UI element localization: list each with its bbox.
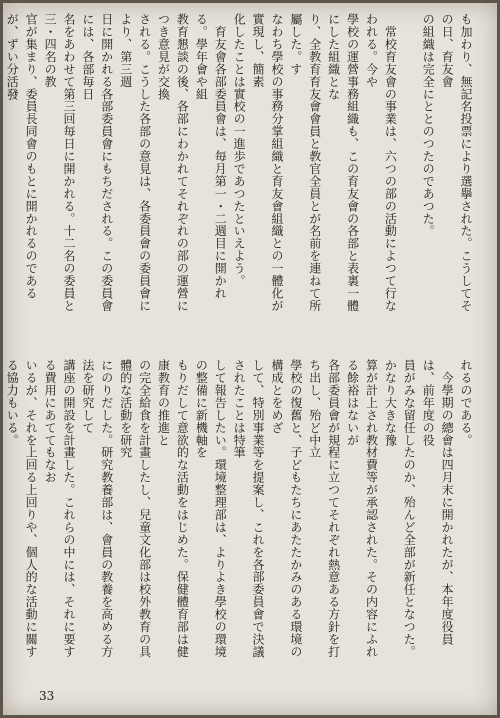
article-text-bottom: れるのである。 今學期の總會は四月末に開かれたが、本年度役員は、前年度の役 員がみな留任したのか、殆んど全部が新任となつた。かなり大きな豫 算が計上され教材費等が承認された。その内容にふれる餘裕はないが 各部委員會が規程に立つてそれぞれ熱意ある方針を打ち出し、殆ど中立 學校の復舊と、子どもたちにあたたかみのある環境の構成とをめざ して、特別事業等を提案し、これを各部委員會で決議されたことは特筆 して報告したい。環境整理部は、よりよき學校の環境の整備に新機軸を もりだして意欲的な活動をはじめた。保健體育部は健康教育の推進と の完全給食を計畫したし、兒童文化部は校外教育の具體的な活動を研究 にのりだした。研究教養部は、會員の教養を高める方法を研究して 講座の開設を計畫した。これらの中には、それに要する費用にあててもなお いるが、それを上回る上回りや、個人的な活動に關する協力もいる。 [5, 359, 473, 658]
page-number: 33 [39, 689, 55, 703]
document-page [3, 3, 497, 715]
article-text-top: も加わり、無記名投票により選擧された。こうしてその日、育友會 の組織は完全にととのつたのであつた。 常校育友會の事業は、六つの部の活動によつて行なわれる。今や 學校の運營事務組織も、この育友會の各部と表裏一體にした組織とな り、全教育育友會會員と教官全員とが名前を連ねて所屬した。す なわち學校の事務分掌組織と育友會組織との一體化が實現し、簡素 化したことは實校の一進歩であつたといえよう。 育友會各部委員會は、毎月第一・二週目に開かれる。學年會や組 教育懇談の後、各部にわかれてそれぞれの部の運營につき意見が交換 される。こうした各部の意見は、各委員會の委員會により、第三週 日に開かれる各部委員會にもちだされる。この委員會には、各部毎日 名をあわせて第三回毎日に開かれる。十二名の委員と三・四名の教 官が集まり、委員長同會のもとに開かれるのであるが、ずい分活發 [5, 13, 473, 312]
